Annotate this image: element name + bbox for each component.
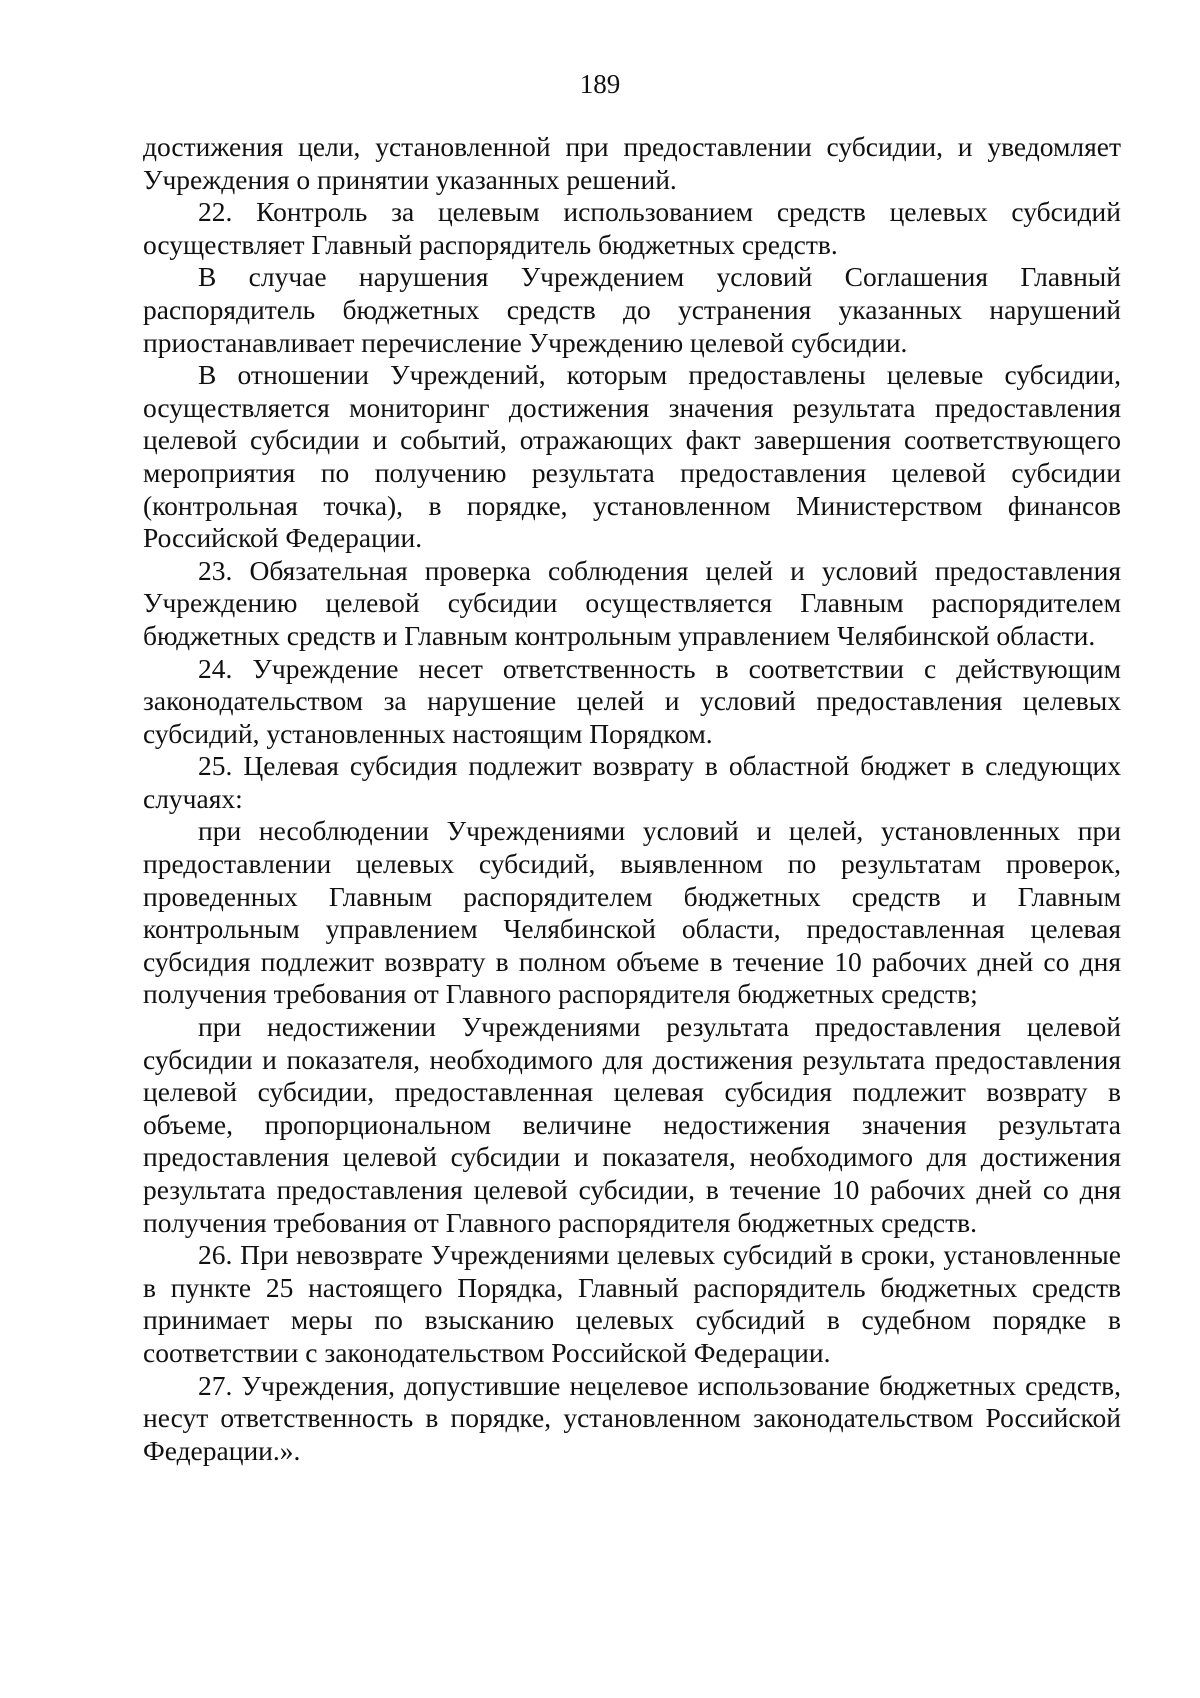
paragraph-item-26: 26. При невозврате Учреждениями целевых субсидий в сроки, установленные в пункте 25 настоящего Порядка, Главный распорядитель бюджетных средств принимает меры по взысканию целевых субсидий в судебном порядке в соответствии с законодательством Российской Федерации. [143, 1239, 1121, 1368]
paragraph-item-27: 27. Учреждения, допустившие нецелевое использование бюджетных средств, несут ответственность в порядке, установленном законодательством Российской Федерации.». [143, 1369, 1121, 1466]
paragraph-case-nonachievement: при недостижении Учреждениями результата предоставления целевой субсидии и показателя, необходимого для достижения результата предоставления целевой субсидии, предоставленная целевая субсидия подлежит возврату в объеме, пропорциональном величине недостижения значения результата предоставления целевой субсидии и показателя, необходимого для достижения результата предоставления целевой субсидии, в течение 10 рабочих дней со дня получения требования от Главного распорядителя бюджетных средств. [143, 1011, 1121, 1238]
paragraph-item-25: 25. Целевая субсидия подлежит возврату в областной бюджет в следующих случаях: [143, 750, 1121, 814]
page-number: 189 [579, 69, 621, 99]
paragraph-violation: В случае нарушения Учреждением условий Соглашения Главный распорядитель бюджетных средств до устранения указанных нарушений приостанавливает перечисление Учреждению целевой субсидии. [143, 261, 1121, 358]
paragraph-item-23: 23. Обязательная проверка соблюдения целей и условий предоставления Учреждению целевой субсидии осуществляется Главным распорядителем бюджетных средств и Главным контрольным управлением Челябинской области. [143, 554, 1121, 651]
paragraph-case-noncompliance: при несоблюдении Учреждениями условий и целей, установленных при предоставлении целевых субсидий, выявленном по результатам проверок, проведенных Главным распорядителем бюджетных средств и Главным контрольным управлением Челябинской области, предоставленная целевая субсидия подлежит возврату в полном объеме в течение 10 рабочих дней со дня получения требования от Главного распорядителя бюджетных средств; [143, 815, 1121, 1010]
paragraph-continuation: достижения цели, установленной при предоставлении субсидии, и уведомляет Учреждения о принятии указанных решений. [143, 131, 1121, 195]
paragraph-item-24: 24. Учреждение несет ответственность в соответствии с действующим законодательством за нарушение целей и условий предоставления целевых субсидий, установленных настоящим Порядком. [143, 652, 1121, 749]
paragraph-monitoring: В отношении Учреждений, которым предоставлены целевые субсидии, осуществляется мониторинг достижения значения результата предоставления целевой субсидии и событий, отражающих факт завершения соответствующего мероприятия по получению результата предоставления целевой субсидии (контрольная точка), в порядке, установленном Министерством финансов Российской Федерации. [143, 359, 1121, 554]
paragraph-item-22: 22. Контроль за целевым использованием средств целевых субсидий осуществляет Главный распорядитель бюджетных средств. [143, 196, 1121, 260]
document-body [143, 131, 1121, 1467]
